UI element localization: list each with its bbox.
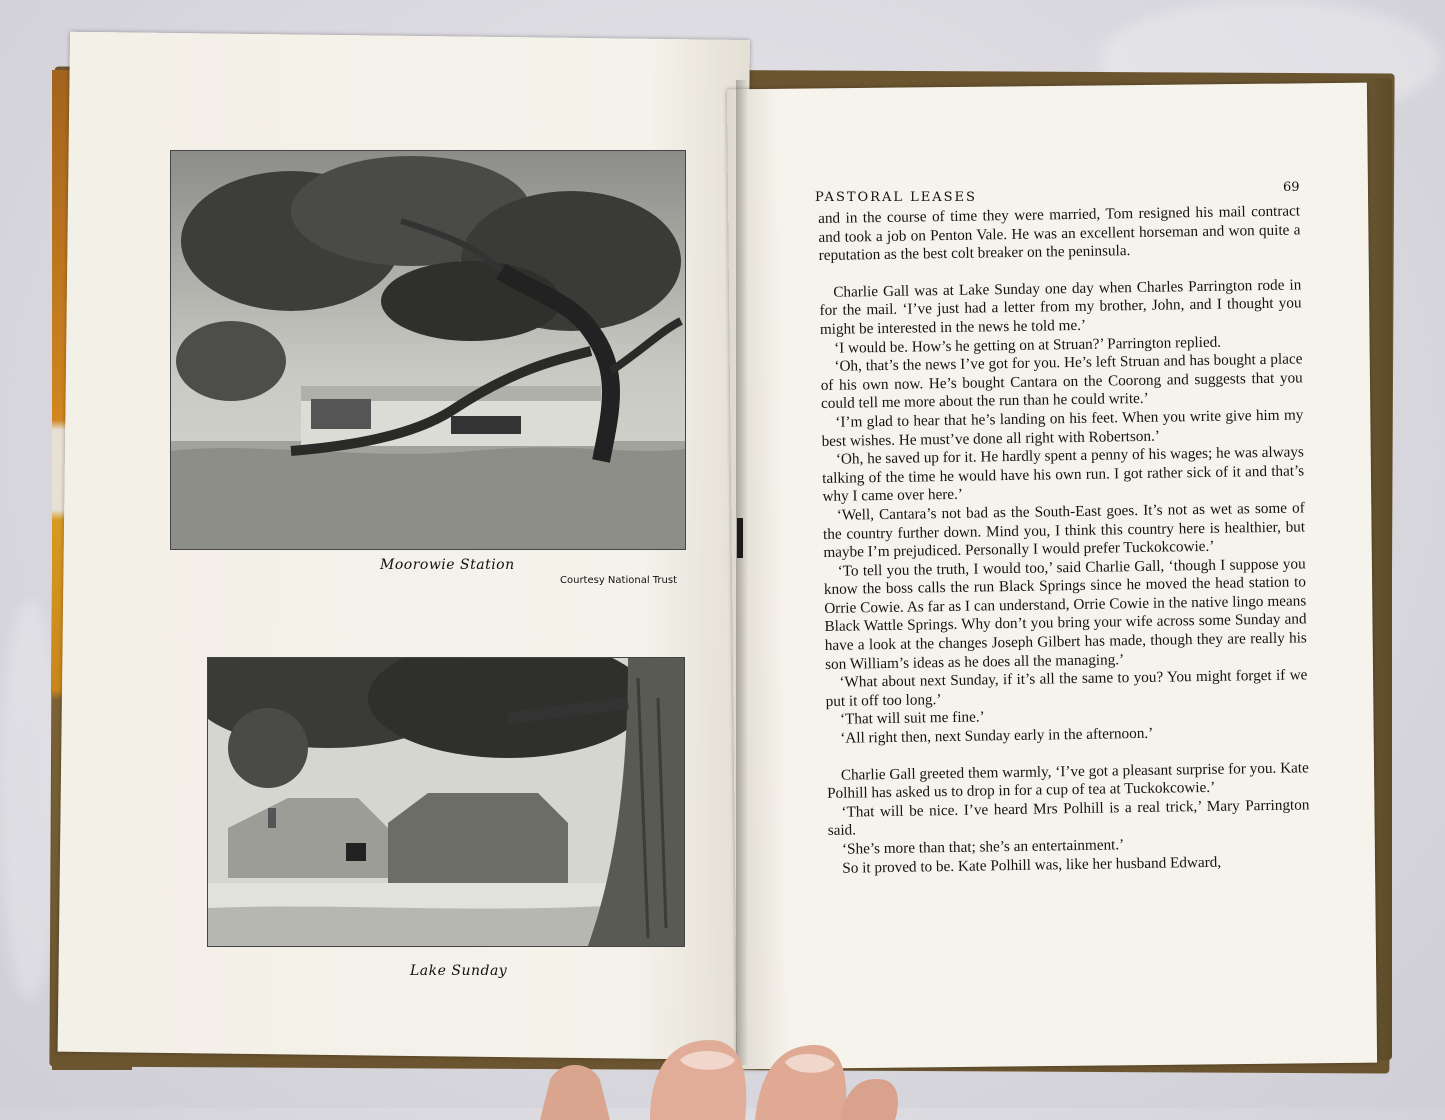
paragraph: ‘She’s more than that; she’s an entertainment.’ (841, 836, 1125, 858)
paragraph: ‘What about next Sunday, if it’s all the same to you? You might forget if we put it off too long.’ (825, 666, 1308, 710)
page-number: 69 (1283, 180, 1300, 195)
photo-caption-moorowie: Moorowie Station (380, 557, 515, 573)
hand-fingers (540, 1030, 900, 1120)
paragraph: ‘Well, Cantara’s not bad as the South-East goes. It’s not as wet as some of the country further down. Mind you, I think this country here is healthier, but maybe I’m prejudiced. Personally I would prefer Tuckokcowie.’ (822, 499, 1306, 562)
paragraph: ‘That will be nice. I’ve heard Mrs Polhill is a real trick,’ Mary Parrington said. (827, 796, 1310, 840)
running-header: PASTORAL LEASES (815, 190, 977, 205)
photo-moorowie-image (171, 151, 685, 549)
photo-credit: Courtesy National Trust (560, 575, 677, 586)
book-gutter (736, 80, 748, 1065)
paragraph: ‘I would be. How’s he getting on at Struan?’ Parrington replied. (834, 333, 1222, 357)
photo-caption-lake-sunday: Lake Sunday (410, 963, 508, 979)
photo-lake-sunday-image (208, 658, 684, 946)
paragraph: Charlie Gall greeted them warmly, ‘I’ve got a pleasant surprise for you. Kate Polhill has asked us to drop in for a cup of tea at Tuckokcowie.’ (827, 758, 1309, 803)
paragraph: ‘I’m glad to hear that he’s landing on his feet. When you write give him my best wishes. He must’ve done all right with Robertson.’ (821, 406, 1304, 450)
paragraph: So it proved to be. Kate Polhill was, like her husband Edward, (842, 853, 1222, 877)
paragraph: and in the course of time they were married, Tom resigned his mail contract and took a job on Penton Vale. He was an excellent horseman and won quite a reputation as the best colt breaker on the peninsula. (818, 202, 1301, 265)
paragraph: ‘All right then, next Sunday early in the afternoon.’ (840, 724, 1154, 747)
paragraph: Charlie Gall was at Lake Sunday one day when Charles Parrington rode in for the mail. ‘I’ve just had a letter from my brother, John, and I thought you might be interested in the news he told me.’ (819, 276, 1302, 338)
paragraph: ‘Oh, he saved up for it. He hardly spent a penny of his wages; he was always talking of the time he would have his own run. I got rather sick of it and that’s why I came over here.’ (822, 443, 1305, 506)
paragraph: ‘To tell you the truth, I would too,’ said Charlie Gall, ‘though I suppose you know the boss calls the run Black Springs since he moved the head station to Orrie Cowie. As far as I can understand, Orrie Cowie in the native lingo means Black Wattle Springs. Why don’t you bring your wife across some Sunday and have a look at the changes Joseph Gilbert has made, though they are really his son William’s ideas as he does all the managing.’ (823, 555, 1307, 673)
photo-lake-sunday (207, 657, 685, 947)
paragraph: ‘That will suit me fine.’ (839, 708, 985, 729)
binding-thread (737, 518, 743, 558)
body-text (818, 202, 1310, 878)
paragraph: ‘Oh, that’s the news I’ve got for you. He’s left Struan and has bought a place of his own now. He’s bought Cantara on the Coorong and suggests that you could tell me more about the run than he could write.’ (820, 350, 1303, 413)
photo-moorowie-station (170, 150, 686, 550)
